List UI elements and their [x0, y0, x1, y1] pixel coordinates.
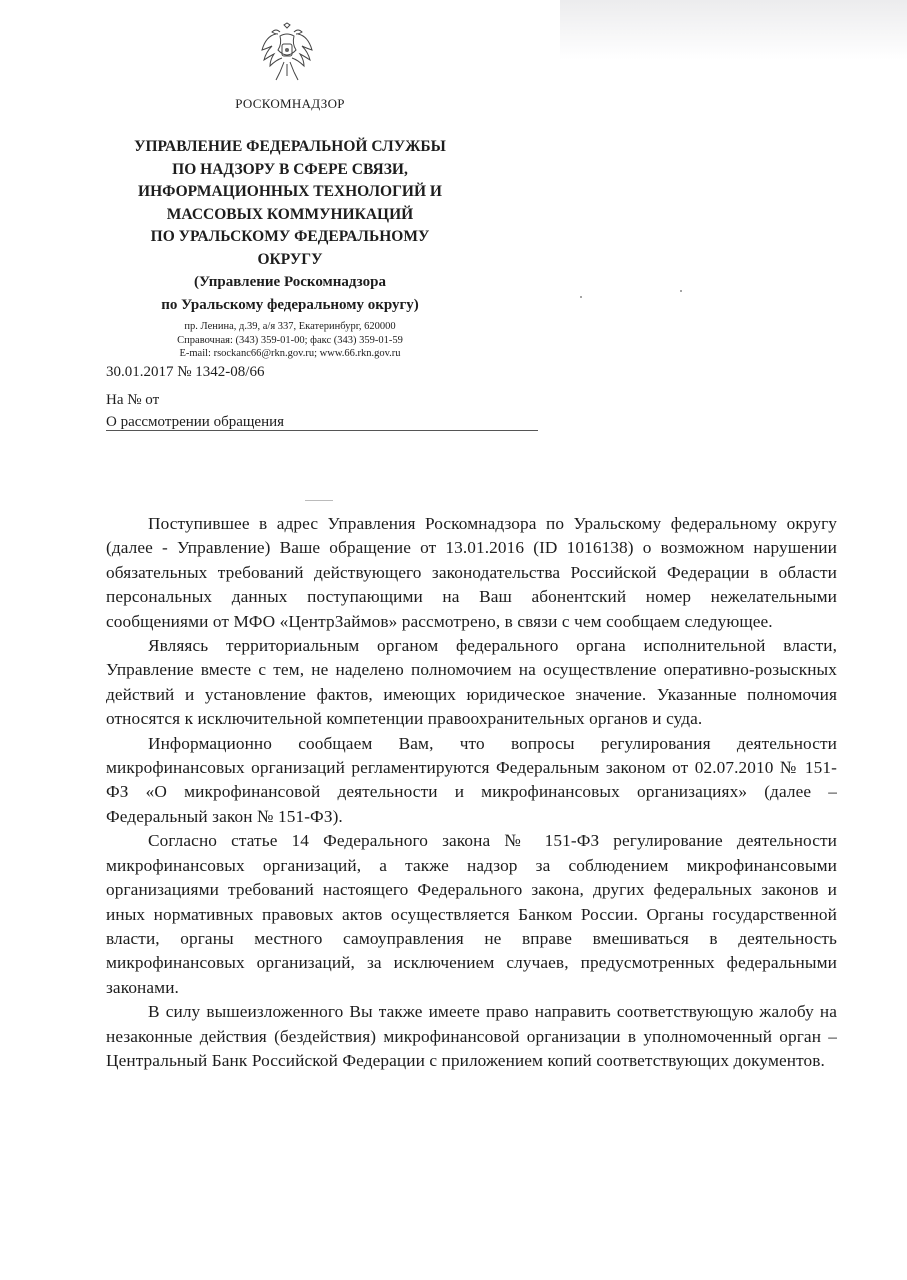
- body-paragraph: В силу вышеизложенного Вы также имеете право направить соответствующую жалобу на незаконные действия (бездействия) микрофинансовой организации в уполномоченный орган – Центральный Банк Российской Федерации с приложением копий соответствующих документов.: [106, 1002, 837, 1070]
- letter-subject: О рассмотрении обращения: [106, 414, 285, 430]
- scan-mark: [305, 500, 333, 501]
- phone-line: Справочная: (343) 359-01-00; факс (343) 359-01-59: [177, 334, 403, 346]
- scan-speck: [680, 290, 682, 292]
- title-line: ПО УРАЛЬСКОМУ ФЕДЕРАЛЬНОМУ: [150, 228, 430, 245]
- letter-date-number: 30.01.2017 № 1342-08/66: [106, 364, 265, 380]
- body-paragraph: Являясь территориальным органом федерального органа исполнительной власти, Управление вместе с тем, не наделено полномочием на осуществление оперативно-розыскных действий и установление фактов, имеющих юридическое значение. Указанные полномочия относятся к исключительной компетенции правоохранительных органов и суда.: [106, 636, 837, 729]
- subtitle-line: по Уральскому федеральному округу): [161, 296, 419, 313]
- title-line: ПО НАДЗОРУ В СФЕРЕ СВЯЗИ,: [172, 160, 408, 178]
- scan-shadow: [560, 0, 907, 60]
- agency-full-title: [100, 136, 480, 316]
- letter-body: [106, 512, 837, 1073]
- russian-coat-of-arms-icon: [258, 22, 316, 88]
- address-line: пр. Ленина, д.39, а/я 337, Екатеринбург, 620000: [184, 321, 396, 332]
- subject-underline: [106, 430, 538, 431]
- contact-info: [130, 320, 450, 361]
- title-line: ОКРУГУ: [257, 250, 323, 268]
- body-paragraph: Поступившее в адрес Управления Роскомнадзора по Уральскому федеральному округу (далее - Управление) Ваше обращение от 13.01.2016 (ID 1016138) о возможном нарушении обязательных требований действующего законодательства Российской Федерации в области персональных данных поступающими на Ваш абонентский номер нежелательными сообщениями от МФО «ЦентрЗаймов» рассмотрено, в связи с чем сообщаем следующее.: [106, 514, 837, 631]
- body-paragraph: Согласно статье 14 Федерального закона № 151-ФЗ регулирование деятельности микрофинансовых организаций, а также надзор за соблюдением микрофинансовыми организациями требований настоящего Федерального закона, других федеральных законов и иных нормативных правовых актов осуществляется Банком России. Органы государственной власти, органы местного самоуправления не вправе вмешиваться в деятельность микрофинансовых организаций, за исключением случаев, предусмотренных федеральными законами.: [106, 831, 837, 997]
- reference-number: На № от: [106, 392, 160, 408]
- body-paragraph: Информационно сообщаем Вам, что вопросы регулирования деятельности микрофинансовых организаций регламентируются Федеральным законом от 02.07.2010 № 151-ФЗ «О микрофинансовой деятельности и микрофинансовых организациях» (далее – Федеральный закон № 151-ФЗ).: [106, 733, 837, 826]
- email-line: E-mail: rsockanc66@rkn.gov.ru; www.66.rkn.gov.ru: [179, 348, 401, 359]
- title-line: МАССОВЫХ КОММУНИКАЦИЙ: [166, 205, 414, 223]
- title-line: ИНФОРМАЦИОННЫХ ТЕХНОЛОГИЙ И: [138, 183, 442, 200]
- agency-short-name: РОСКОМНАДЗОР: [235, 96, 345, 111]
- scan-speck: [580, 296, 582, 298]
- subtitle-line: (Управление Роскомнадзора: [194, 274, 386, 290]
- title-line: УПРАВЛЕНИЕ ФЕДЕРАЛЬНОЙ СЛУЖБЫ: [134, 138, 446, 155]
